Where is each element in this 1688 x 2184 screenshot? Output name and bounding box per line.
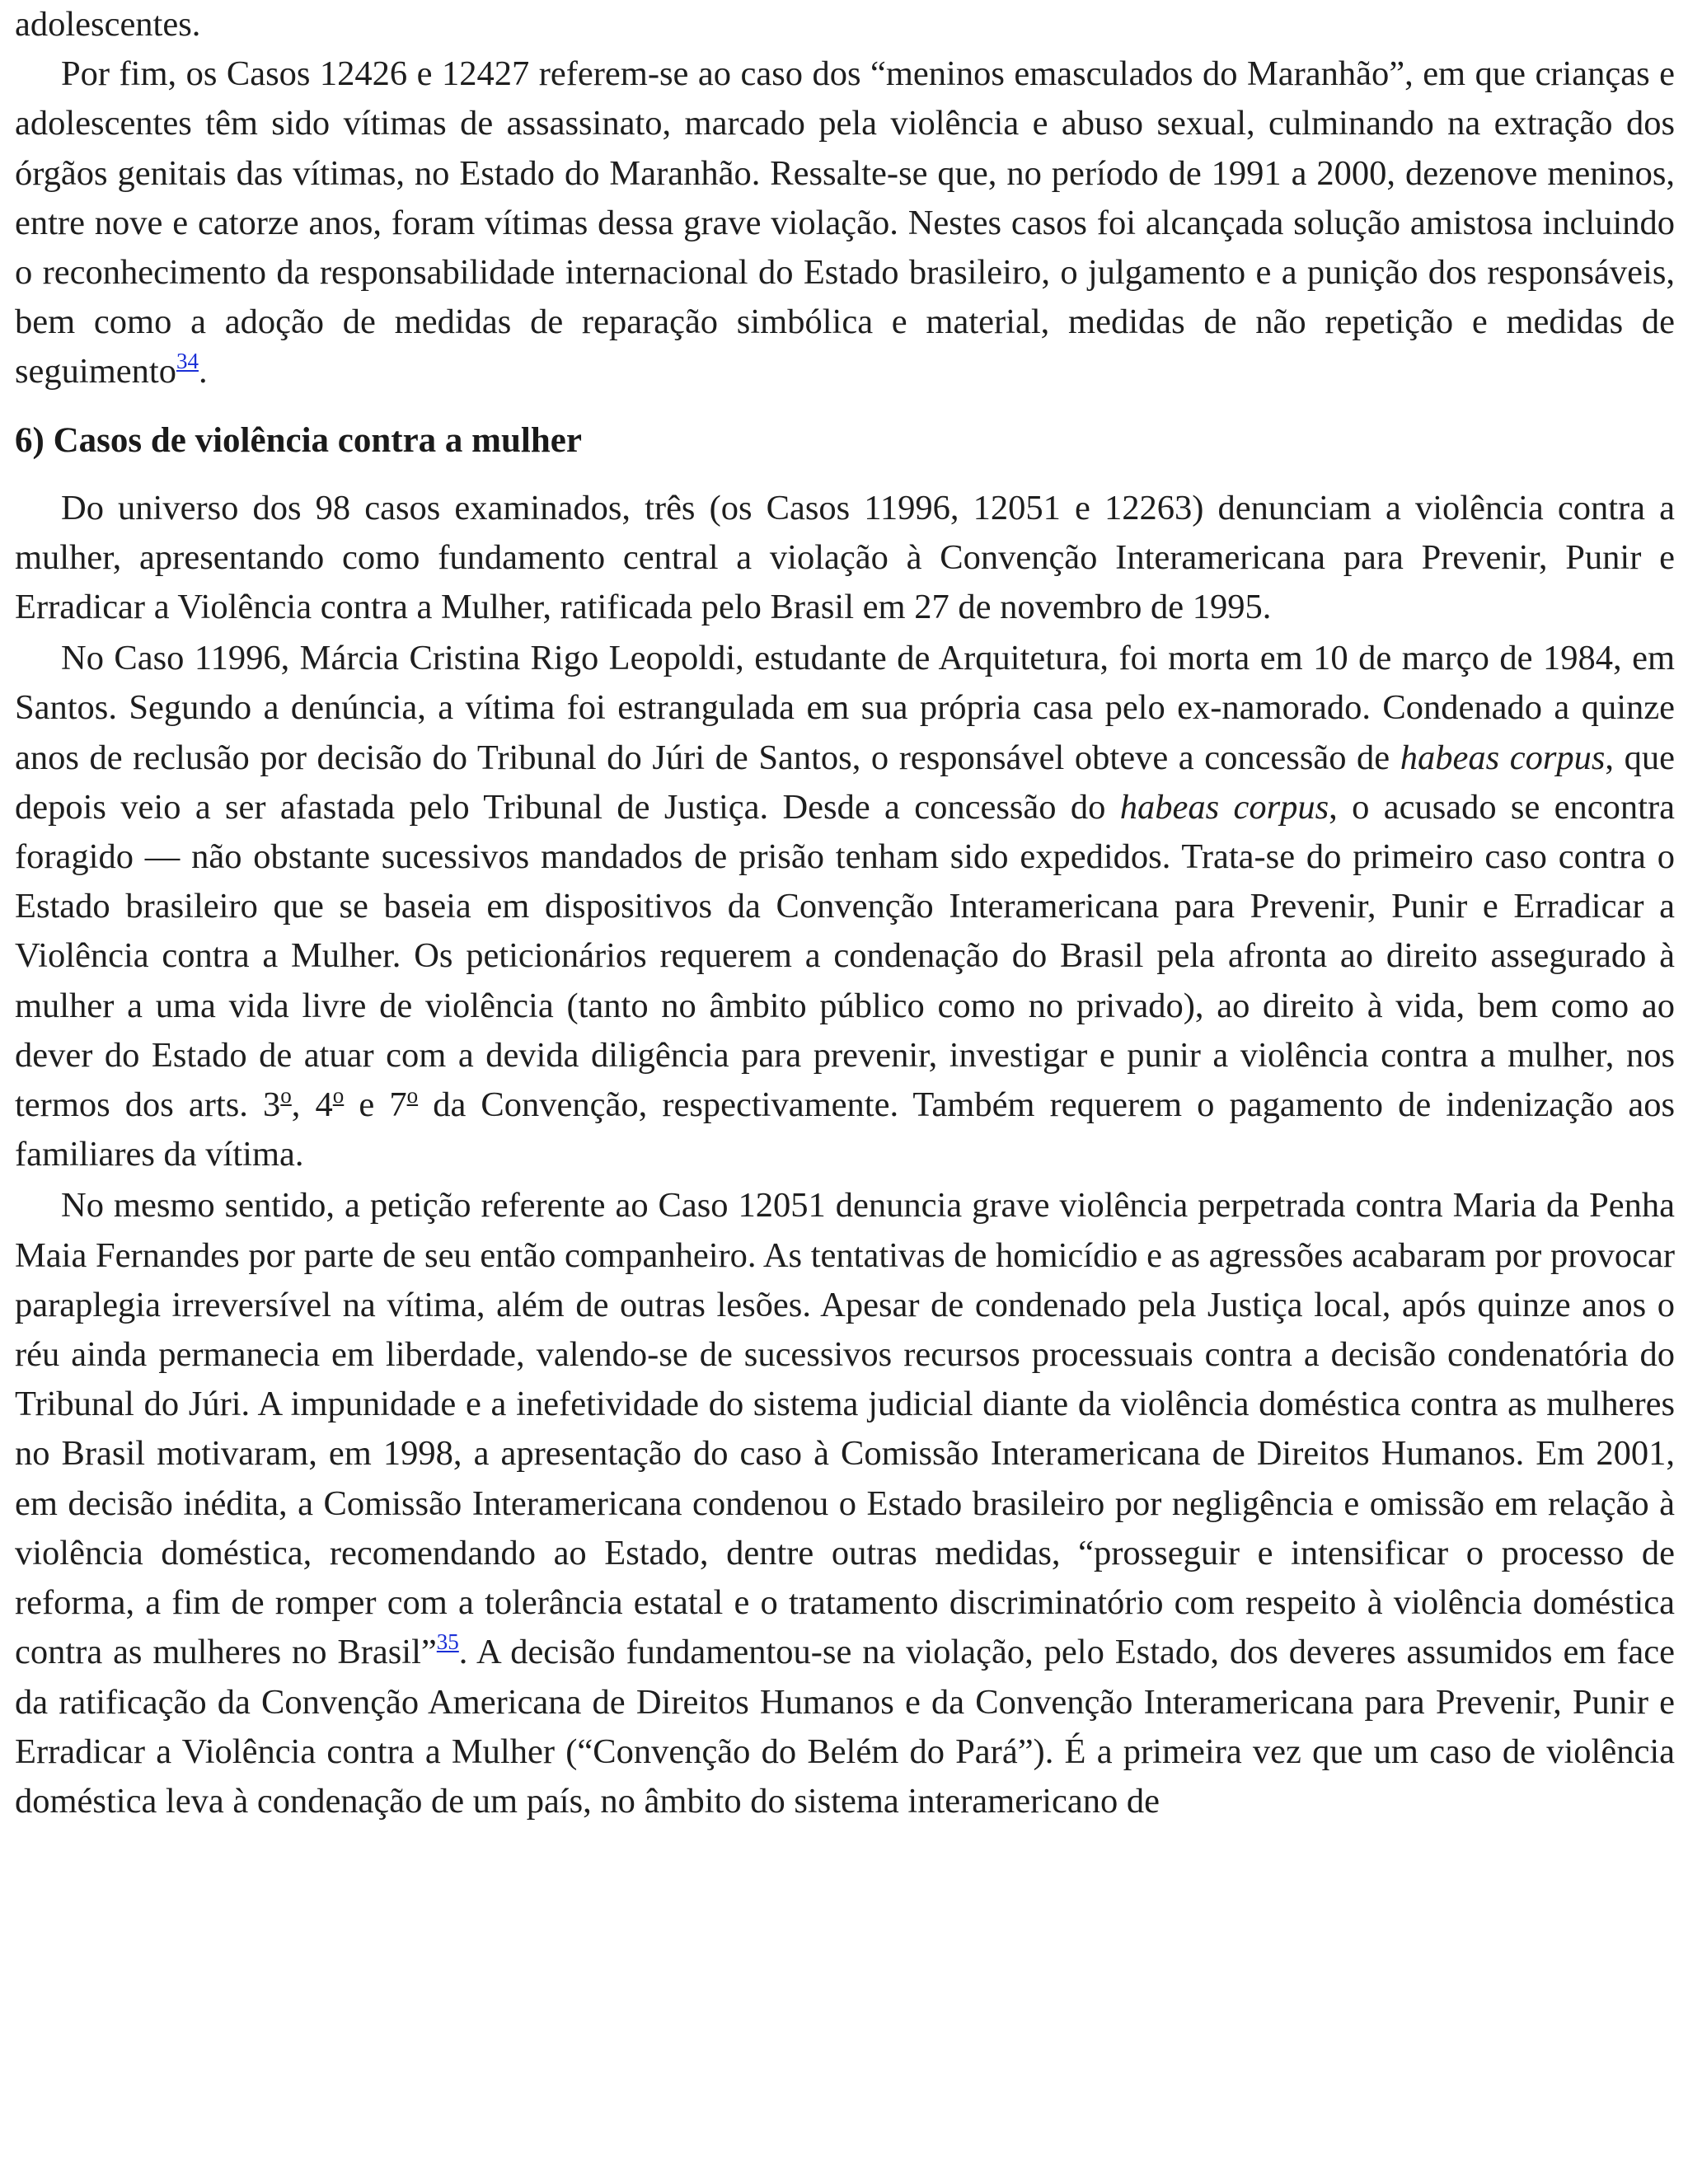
paragraph-text: adolescentes. (15, 5, 201, 44)
footnote-link[interactable]: 34 (176, 349, 199, 374)
paragraph-text: e 7 (344, 1085, 407, 1125)
paragraph-continued (15, 0, 1675, 49)
paragraph-text: No Caso 11996, Márcia Cristina Rigo Leopoldi, estudante de Arquitetura, foi morta em 10 de março de 1984, em Santos. Segundo a denúncia, a vítima foi estrangulada em sua própria casa pelo ex-namorado. Condenado a quinze anos de reclusão por decisão do Tribunal do Júri de Santos, o responsável obteve a concessão de (15, 639, 1675, 777)
paragraph-caso-11996 (15, 634, 1675, 1179)
paragraph-text: Por fim, os Casos 12426 e 12427 referem-se ao caso dos “meninos emasculados do Maranhão”, em que crianças e adolescentes têm sido vítimas de assassinato, marcado pela violência e abuso sexual, culminando na extração dos órgãos genitais das vítimas, no Estado do Maranhão. Ressalte-se que, no período de 1991 a 2000, dezenove meninos, entre nove e catorze anos, foram vítimas dessa grave violação. Nestes casos foi alcançada solução amistosa incluindo o reconhecimento da responsabilidade internacional do Estado brasileiro, o julgamento e a punição dos responsáveis, bem como a adoção de medidas de reparação simbólica e material, medidas de não repetição e medidas de seguimento (15, 54, 1675, 391)
section-heading: 6) Casos de violência contra a mulher (15, 420, 582, 460)
paragraph-text: , o acusado se encontra foragido — não obstante sucessivos mandados de prisão tenham sido expedidos. Trata-se do primeiro caso contra o Estado brasileiro que se baseia em dispositivos da Convenção Interamericana para Prevenir, Punir e Erradicar a Violência contra a Mulher. Os peticionários requerem a condenação do Brasil pela afronta ao direito assegurado à mulher a uma vida livre de violência (tanto no âmbito público como no privado), ao direito à vida, bem como ao dever do Estado de atuar com a devida diligência para prevenir, investigar e punir a violência contra a mulher, nos termos dos arts. 3 (15, 787, 1675, 1125)
ordinal-indicator: o (406, 1083, 419, 1108)
footnote-ref-34 (176, 349, 199, 373)
document-page (15, 0, 1675, 1826)
paragraph-text: , que depois veio a ser afastada pelo Tribunal de Justiça. Desde a concessão do (15, 738, 1675, 827)
paragraph-text: , 4 (291, 1085, 333, 1125)
footnote-ref-35 (437, 1629, 459, 1654)
paragraph-end: . (198, 352, 208, 391)
italic-term: habeas corpus (1119, 787, 1329, 827)
paragraph-meninos-emasculados (15, 49, 1675, 396)
ordinal-indicator: o (280, 1083, 292, 1108)
italic-term: habeas corpus (1400, 738, 1606, 777)
paragraph-caso-12051 (15, 1181, 1675, 1826)
paragraph-text: da Convenção, respectivamente. Também requerem o pagamento de indenização aos familiares da vítima. (15, 1085, 1675, 1174)
ordinal-indicator: o (332, 1083, 345, 1108)
footnote-link[interactable]: 35 (436, 1629, 459, 1655)
paragraph-text: Do universo dos 98 casos examinados, três (os Casos 11996, 12051 e 12263) denunciam a violência contra a mulher, apresentando como fundamento central a violação à Convenção Interamericana para Prevenir, Punir e Erradicar a Violência contra a Mulher, ratificada pelo Brasil em 27 de novembro de 1995. (15, 488, 1675, 627)
paragraph-text: . A decisão fundamentou-se na violação, pelo Estado, dos deveres assumidos em face da ratificação da Convenção Americana de Direitos Humanos e da Convenção Interamericana para Prevenir, Punir e Erradicar a Violência contra a Mulher (“Convenção do Belém do Pará”). É a primeira vez que um caso de violência doméstica leva à condenação de um país, no âmbito do sistema interamericano de (15, 1633, 1675, 1821)
paragraph-text: No mesmo sentido, a petição referente ao Caso 12051 denuncia grave violência perpetrada contra Maria da Penha Maia Fernandes por parte de seu então companheiro. As tentativas de homicídio e as agressões acabaram por provocar paraplegia irreversível na vítima, além de outras lesões. Apesar de condenado pela Justiça local, após quinze anos o réu ainda permanecia em liberdade, valendo-se de sucessivos recursos processuais contra a decisão condenatória do Tribunal do Júri. A impunidade e a inefetividade do sistema judicial diante da violência doméstica contra as mulheres no Brasil motivaram, em 1998, a apresentação do caso à Comissão Interamericana de Direitos Humanos. Em 2001, em decisão inédita, a Comissão Interamericana condenou o Estado brasileiro por negligência e omissão em relação à violência doméstica, recomendando ao Estado, dentre outras medidas, “prosseguir e intensificar o processo de reforma, a fim de romper com a tolerância estatal e o tratamento discriminatório com respeito à violência doméstica contra as mulheres no Brasil” (15, 1186, 1675, 1672)
paragraph-universo-casos (15, 484, 1675, 633)
